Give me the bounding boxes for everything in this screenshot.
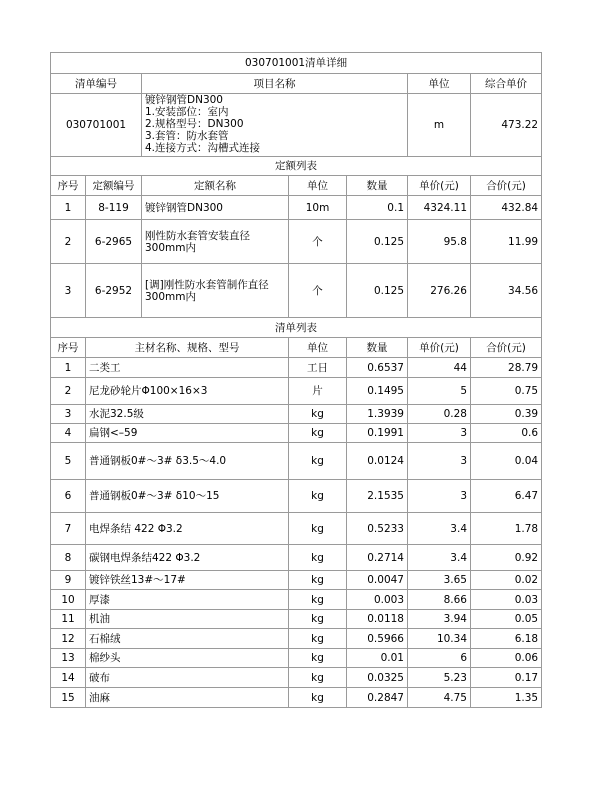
material-price: 8.66 xyxy=(408,590,471,610)
bill-row xyxy=(51,94,542,157)
material-price: 3 xyxy=(408,424,471,443)
table-title: 030701001清单详细 xyxy=(51,53,542,74)
material-total: 0.02 xyxy=(471,571,542,590)
material-qty: 0.0325 xyxy=(347,668,408,688)
material-seq: 10 xyxy=(51,590,86,610)
material-name: 碳钢电焊条结422 Φ3.2 xyxy=(86,545,289,571)
material-total-header: 合价(元) xyxy=(471,338,542,358)
quota-code: 6-2952 xyxy=(86,264,142,318)
material-name: 扁钢<–59 xyxy=(86,424,289,443)
material-unit: kg xyxy=(289,688,347,708)
material-name: 棉纱头 xyxy=(86,649,289,668)
quota-code-header: 定额编号 xyxy=(86,176,142,196)
material-qty: 0.6537 xyxy=(347,358,408,378)
material-qty: 0.2714 xyxy=(347,545,408,571)
material-name: 油麻 xyxy=(86,688,289,708)
quota-qty: 0.125 xyxy=(347,220,408,264)
quota-code: 6-2965 xyxy=(86,220,142,264)
material-row xyxy=(51,513,542,545)
material-name: 电焊条结 422 Φ3.2 xyxy=(86,513,289,545)
material-total: 6.47 xyxy=(471,480,542,513)
quota-total-header: 合价(元) xyxy=(471,176,542,196)
quota-total: 432.84 xyxy=(471,196,542,220)
material-qty: 0.5966 xyxy=(347,629,408,649)
material-row xyxy=(51,443,542,480)
material-unit: kg xyxy=(289,629,347,649)
material-row xyxy=(51,629,542,649)
material-qty: 0.003 xyxy=(347,590,408,610)
bill-name-line: 3.套管：防水套管 xyxy=(145,130,229,142)
material-price: 0.28 xyxy=(408,405,471,424)
material-seq: 15 xyxy=(51,688,86,708)
material-unit: kg xyxy=(289,649,347,668)
quota-row xyxy=(51,264,542,318)
material-seq: 12 xyxy=(51,629,86,649)
bill-name-line: 4.连接方式：沟槽式连接 xyxy=(145,142,261,154)
material-name: 镀锌铁丝13#～17# xyxy=(86,571,289,590)
material-qty: 0.0047 xyxy=(347,571,408,590)
material-seq: 7 xyxy=(51,513,86,545)
material-seq: 3 xyxy=(51,405,86,424)
material-total: 28.79 xyxy=(471,358,542,378)
material-row xyxy=(51,358,542,378)
material-qty-header: 数量 xyxy=(347,338,408,358)
material-unit: kg xyxy=(289,668,347,688)
material-unit: kg xyxy=(289,513,347,545)
material-qty: 0.1991 xyxy=(347,424,408,443)
material-unit: kg xyxy=(289,424,347,443)
material-qty: 0.1495 xyxy=(347,378,408,405)
material-header-row xyxy=(51,338,542,358)
bill-code: 030701001 xyxy=(51,94,142,157)
material-total: 0.92 xyxy=(471,545,542,571)
material-row xyxy=(51,424,542,443)
quota-qty: 0.1 xyxy=(347,196,408,220)
quota-unit: 个 xyxy=(289,264,347,318)
quota-price-header: 单价(元) xyxy=(408,176,471,196)
material-name-header: 主材名称、规格、型号 xyxy=(86,338,289,358)
quota-section-title: 定额列表 xyxy=(51,157,542,176)
material-name: 厚漆 xyxy=(86,590,289,610)
material-seq: 4 xyxy=(51,424,86,443)
material-total: 0.03 xyxy=(471,590,542,610)
material-row xyxy=(51,610,542,629)
material-seq: 6 xyxy=(51,480,86,513)
material-total: 0.05 xyxy=(471,610,542,629)
quota-name: 镀锌钢管DN300 xyxy=(142,196,289,220)
material-seq: 8 xyxy=(51,545,86,571)
material-unit: kg xyxy=(289,443,347,480)
bill-name-line: 2.规格型号：DN300 xyxy=(145,118,244,130)
material-price: 3 xyxy=(408,443,471,480)
material-seq: 9 xyxy=(51,571,86,590)
quota-code: 8-119 xyxy=(86,196,142,220)
material-total: 0.04 xyxy=(471,443,542,480)
quota-header-row xyxy=(51,176,542,196)
material-row xyxy=(51,405,542,424)
material-seq: 13 xyxy=(51,649,86,668)
material-unit-header: 单位 xyxy=(289,338,347,358)
material-unit: kg xyxy=(289,405,347,424)
quota-name: [调]刚性防水套管制作直径300mm内 xyxy=(142,264,289,318)
bill-unit-header: 单位 xyxy=(408,74,471,94)
bill-name-line: 镀锌钢管DN300 xyxy=(145,94,223,106)
bill-price-header: 综合单价 xyxy=(471,74,542,94)
quota-seq: 2 xyxy=(51,220,86,264)
material-total: 0.39 xyxy=(471,405,542,424)
material-price: 3.94 xyxy=(408,610,471,629)
quota-qty: 0.125 xyxy=(347,264,408,318)
material-total: 6.18 xyxy=(471,629,542,649)
material-row xyxy=(51,688,542,708)
bill-unit: m xyxy=(408,94,471,157)
material-row xyxy=(51,668,542,688)
material-qty: 0.2847 xyxy=(347,688,408,708)
material-seq: 14 xyxy=(51,668,86,688)
quota-price: 95.8 xyxy=(408,220,471,264)
material-total: 1.78 xyxy=(471,513,542,545)
material-row xyxy=(51,378,542,405)
bill-code-header: 清单编号 xyxy=(51,74,142,94)
material-price: 44 xyxy=(408,358,471,378)
material-total: 0.17 xyxy=(471,668,542,688)
quota-qty-header: 数量 xyxy=(347,176,408,196)
material-qty: 0.0124 xyxy=(347,443,408,480)
material-section-title: 清单列表 xyxy=(51,318,542,338)
material-row xyxy=(51,649,542,668)
material-qty: 2.1535 xyxy=(347,480,408,513)
material-qty: 0.01 xyxy=(347,649,408,668)
material-qty: 0.5233 xyxy=(347,513,408,545)
material-unit: kg xyxy=(289,571,347,590)
quota-seq: 1 xyxy=(51,196,86,220)
material-price: 5.23 xyxy=(408,668,471,688)
material-price: 3.4 xyxy=(408,513,471,545)
quota-unit: 个 xyxy=(289,220,347,264)
material-price: 3.4 xyxy=(408,545,471,571)
material-name: 水泥32.5级 xyxy=(86,405,289,424)
quota-name: 刚性防水套管安装直径300mm内 xyxy=(142,220,289,264)
material-total: 0.06 xyxy=(471,649,542,668)
material-row xyxy=(51,545,542,571)
material-price: 5 xyxy=(408,378,471,405)
quota-price: 276.26 xyxy=(408,264,471,318)
material-qty: 1.3939 xyxy=(347,405,408,424)
material-unit: 片 xyxy=(289,378,347,405)
material-total: 0.75 xyxy=(471,378,542,405)
material-row xyxy=(51,571,542,590)
material-total: 0.6 xyxy=(471,424,542,443)
material-seq: 1 xyxy=(51,358,86,378)
quota-unit: 10m xyxy=(289,196,347,220)
material-price: 10.34 xyxy=(408,629,471,649)
material-price: 3.65 xyxy=(408,571,471,590)
material-unit: kg xyxy=(289,480,347,513)
material-unit: kg xyxy=(289,545,347,571)
quota-price: 4324.11 xyxy=(408,196,471,220)
bill-header-row xyxy=(51,74,542,94)
material-total: 1.35 xyxy=(471,688,542,708)
material-unit: kg xyxy=(289,610,347,629)
material-name: 石棉绒 xyxy=(86,629,289,649)
quota-total: 11.99 xyxy=(471,220,542,264)
material-name: 机油 xyxy=(86,610,289,629)
quota-seq: 3 xyxy=(51,264,86,318)
material-seq-header: 序号 xyxy=(51,338,86,358)
bill-detail-table xyxy=(50,52,542,708)
material-name: 普通钢板0#～3# δ10～15 xyxy=(86,480,289,513)
quota-total: 34.56 xyxy=(471,264,542,318)
material-price: 3 xyxy=(408,480,471,513)
material-qty: 0.0118 xyxy=(347,610,408,629)
material-row xyxy=(51,480,542,513)
material-name: 破布 xyxy=(86,668,289,688)
material-name: 尼龙砂轮片Φ100×16×3 xyxy=(86,378,289,405)
bill-name-line: 1.安装部位：室内 xyxy=(145,106,229,118)
bill-price: 473.22 xyxy=(471,94,542,157)
quota-row xyxy=(51,196,542,220)
material-price-header: 单价(元) xyxy=(408,338,471,358)
quota-name-header: 定额名称 xyxy=(142,176,289,196)
quota-seq-header: 序号 xyxy=(51,176,86,196)
material-seq: 11 xyxy=(51,610,86,629)
material-seq: 5 xyxy=(51,443,86,480)
material-name: 二类工 xyxy=(86,358,289,378)
material-price: 4.75 xyxy=(408,688,471,708)
quota-row xyxy=(51,220,542,264)
bill-name-header: 项目名称 xyxy=(142,74,408,94)
material-unit: 工日 xyxy=(289,358,347,378)
material-seq: 2 xyxy=(51,378,86,405)
material-price: 6 xyxy=(408,649,471,668)
material-name: 普通钢板0#～3# δ3.5～4.0 xyxy=(86,443,289,480)
material-unit: kg xyxy=(289,590,347,610)
bill-name xyxy=(142,94,408,157)
material-row xyxy=(51,590,542,610)
quota-unit-header: 单位 xyxy=(289,176,347,196)
